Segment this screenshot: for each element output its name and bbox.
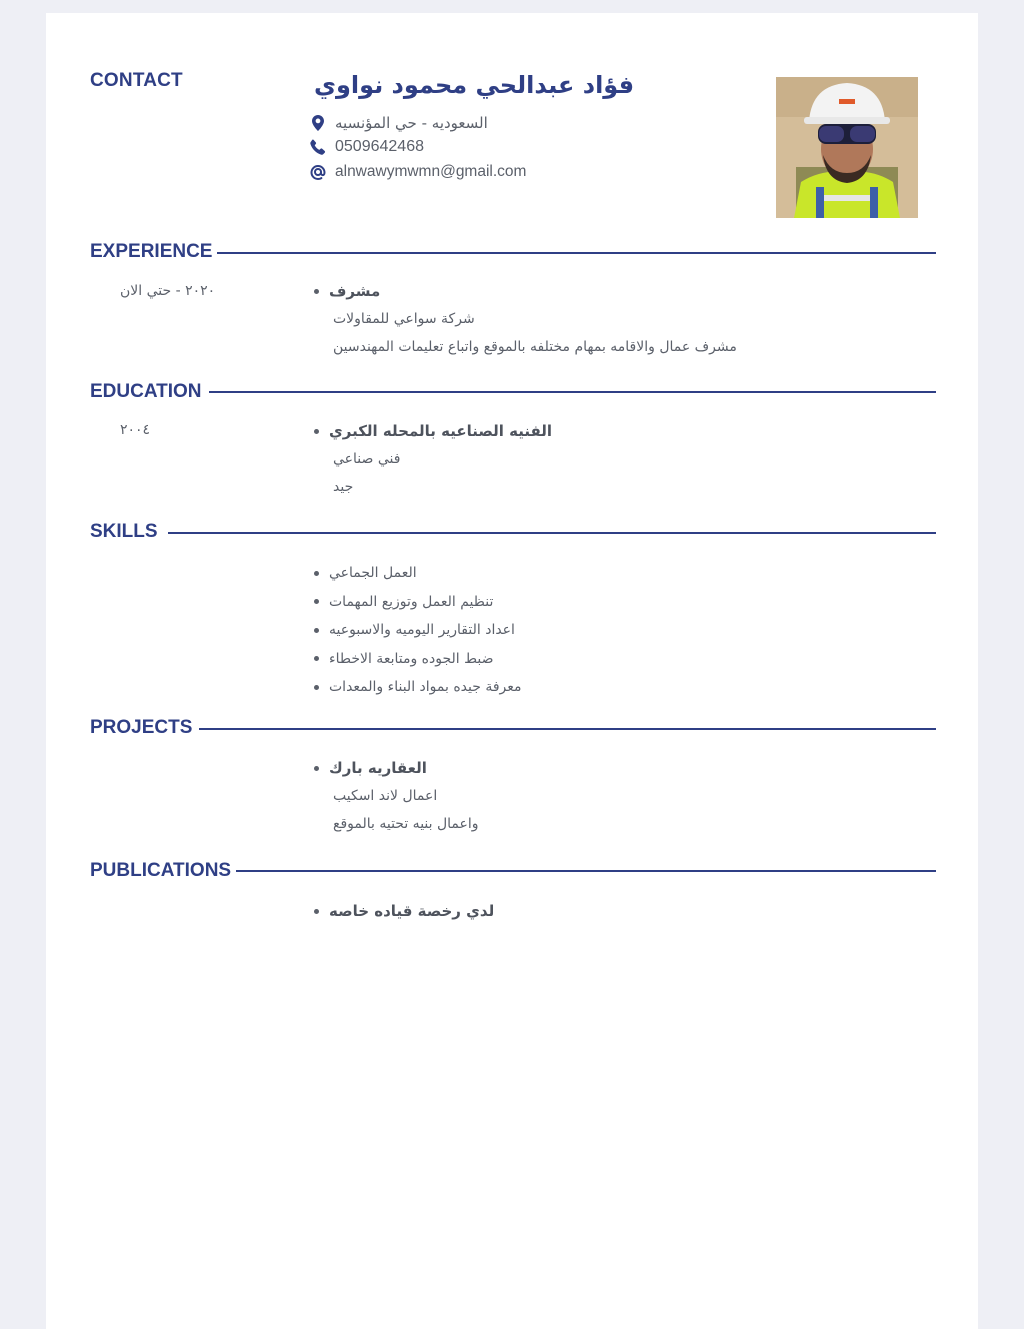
skill-text: العمل الجماعي (329, 565, 417, 582)
resume-page (46, 13, 978, 1329)
candidate-name: فؤاد عبدالحي محمود نواوي (314, 71, 635, 99)
bullet (314, 909, 319, 914)
list-item (314, 559, 522, 588)
skill-text: معرفة جيده بمواد البناء والمعدات (329, 679, 522, 696)
bullet (314, 429, 319, 434)
publication-entry (314, 900, 494, 922)
project-line-1: اعمال لاند اسكيب (333, 788, 438, 804)
education-heading: EDUCATION (90, 381, 202, 402)
skill-text: ضبط الجوده ومتابعة الاخطاء (329, 650, 494, 667)
education-school: الفنيه الصناعيه بالمحله الكبري (329, 422, 553, 440)
bullet (314, 685, 319, 690)
at-icon (309, 163, 327, 181)
bullet (314, 571, 319, 576)
project-name: العقاريه بارك (329, 759, 427, 777)
publication-item: لدي رخصة قياده خاصه (329, 902, 495, 920)
bullet (314, 766, 319, 771)
bullet (314, 628, 319, 633)
contact-location (309, 114, 488, 132)
education-date: ٢٠٠٤ (120, 422, 151, 438)
experience-company: شركة سواعي للمقاولات (333, 311, 475, 327)
bullet (314, 599, 319, 604)
location-pin-icon (309, 114, 327, 132)
list-item (314, 616, 522, 645)
experience-divider (217, 252, 936, 254)
list-item (314, 588, 522, 617)
location-text: السعوديه - حي المؤنسيه (335, 114, 488, 132)
education-degree: فني صناعي (333, 451, 401, 467)
experience-description: مشرف عمال والاقامه بمهام مختلفه بالموقع واتباع تعليمات المهندسين (333, 339, 737, 355)
experience-date: ٢٠٢٠ - حتي الان (120, 283, 216, 299)
list-item (314, 645, 522, 674)
publications-heading: PUBLICATIONS (90, 860, 232, 881)
profile-photo (776, 77, 918, 218)
project-entry (314, 757, 479, 838)
contact-email (309, 163, 526, 181)
project-line-2: واعمال بنيه تحتيه بالموقع (333, 816, 479, 832)
experience-entry (314, 280, 737, 361)
contact-phone (309, 138, 424, 156)
skill-text: تنظيم العمل وتوزيع المهمات (329, 593, 494, 610)
education-grade: جيد (333, 479, 354, 495)
phone-icon (309, 138, 327, 156)
skill-text: اعداد التقارير اليوميه والاسبوعيه (329, 622, 515, 639)
email-text: alnwawymwmn@gmail.com (335, 163, 527, 180)
skills-heading: SKILLS (90, 521, 158, 542)
publications-divider (236, 870, 936, 872)
phone-text: 0509642468 (335, 138, 424, 155)
experience-role: مشرف (329, 282, 381, 300)
education-entry (314, 420, 552, 501)
bullet (314, 656, 319, 661)
projects-divider (199, 728, 936, 730)
bullet (314, 289, 319, 294)
contact-heading: CONTACT (90, 70, 183, 91)
education-divider (209, 391, 936, 393)
skills-list (314, 559, 522, 702)
experience-heading: EXPERIENCE (90, 241, 213, 262)
list-item (314, 673, 522, 702)
projects-heading: PROJECTS (90, 717, 193, 738)
skills-divider (168, 532, 936, 534)
